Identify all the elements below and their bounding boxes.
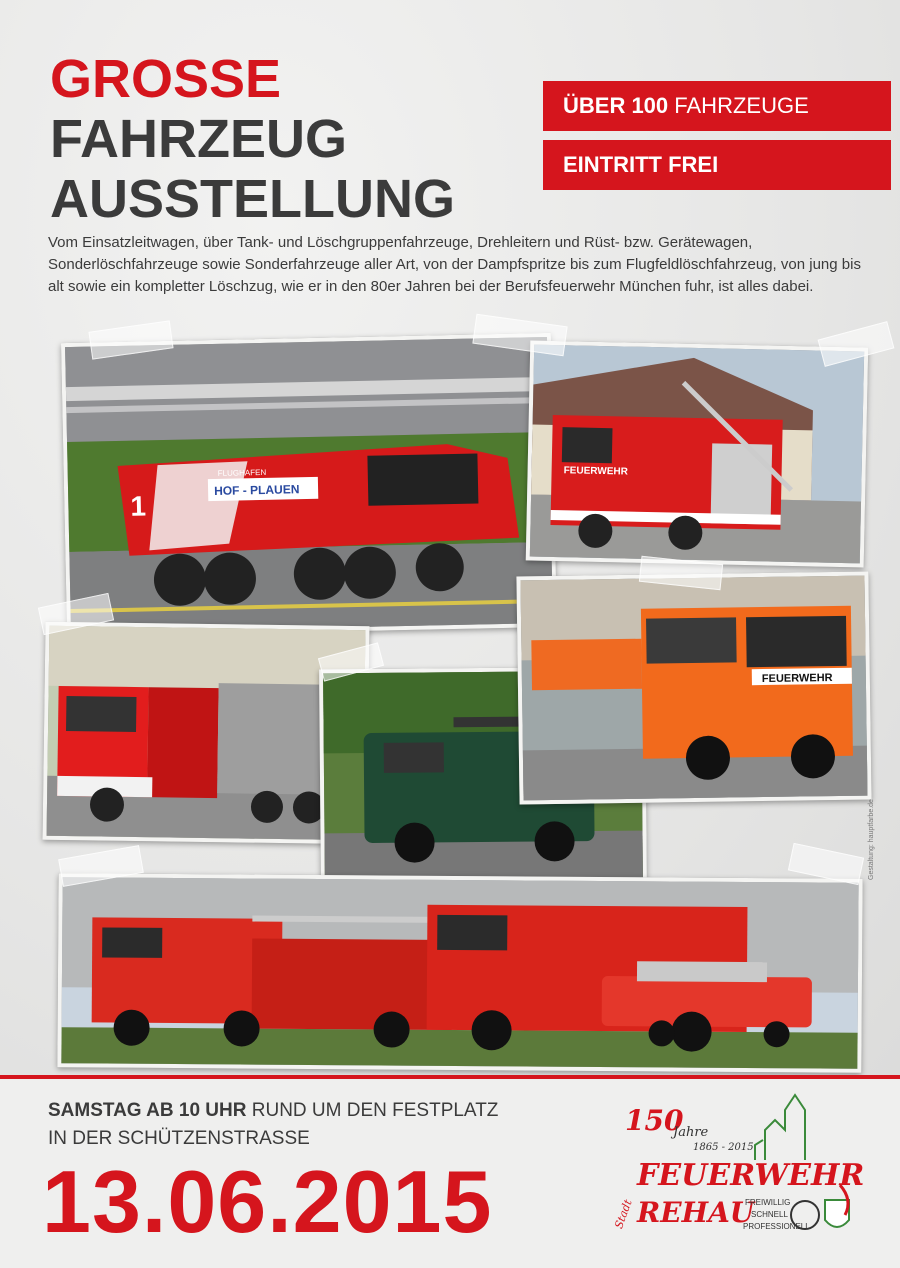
airport-truck-small-label: FLUGHAFEN [217,467,267,478]
logo-jahre: Jahre [673,1125,709,1140]
headline [50,49,455,229]
airport-truck-number: 1 [130,490,147,522]
logo-motto-3: PROFESSIONELL [743,1222,810,1231]
photo-airport-fire-truck [61,333,557,637]
logo-range: 1865 - 2015 [693,1142,754,1153]
event-date: 13.06.2015 [42,1152,493,1251]
event-street: IN DER SCHÜTZENSTRASSE [48,1128,310,1149]
logo-stadt: Stadt [612,1197,635,1231]
design-credit: Gestaltung: hauptfarbe.de [868,799,875,880]
photo-fire-truck-convoy [57,873,862,1073]
logo-feuerwehr: FEUERWEHR [637,1158,865,1193]
intro-text: Vom Einsatzleitwagen, über Tank- und Löschgruppenfahrzeuge, Drehleitern und Rüst- bzw. Gerätewagen, Sonderlöschfahrzeuge sowie Sonderfahrzeuge aller Art, von der Dampfspritze bis zum Flugfeldlöschfahrzeug, von jung bis alt sowie ein kompletter Löschzug, wie er in den 80er Jahren bei der Berufsfeuerwehr München fuhr, ist alles dabei. [48,234,861,295]
footer-divider [0,1075,900,1079]
orange-truck-label: FEUERWEHR [761,672,833,686]
airport-truck-label: HOF - PLAUEN [213,482,300,498]
logo-years: 150 [625,1104,684,1137]
entry-banner: EINTRITT FREI [543,140,891,190]
logo-motto-1: FREIWILLIG [745,1198,791,1207]
vehicles-banner [543,81,891,131]
logo-motto-2: SCHNELL [751,1210,788,1219]
event-time [48,1100,498,1122]
red-truck-label: FEUERWEHR [563,465,628,478]
vehicles-label: FAHRZEUGE [674,93,809,118]
photo-red-fire-truck [526,340,869,567]
feuerwehr-rehau-logo [612,1090,865,1250]
headline-line-2: FAHRZEUG [50,109,347,169]
vehicles-count: ÜBER 100 [563,93,669,118]
headline-line-3: AUSSTELLUNG [50,169,455,229]
event-location: RUND UM DEN FESTPLATZ [251,1100,499,1121]
event-time-bold: SAMSTAG AB 10 UHR [48,1100,247,1121]
logo-rehau: REHAU [637,1196,755,1229]
photo-orange-fire-truck [516,572,871,805]
headline-line-1: GROSSE [50,49,282,109]
